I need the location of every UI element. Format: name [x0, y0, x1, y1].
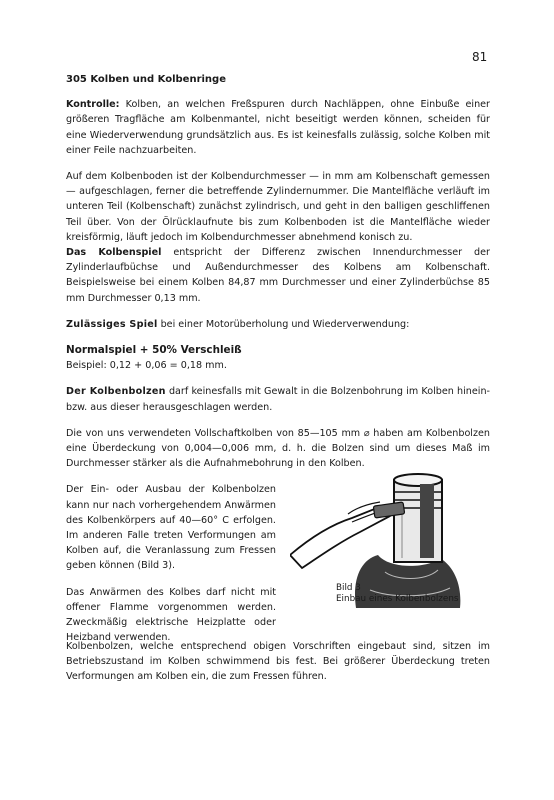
paragraph-vollschaftkolben: Die von uns verwendeten Vollschaftkolben von 85—105 mm ⌀ haben am Kolbenbolzen eine Überdeckung von 0,004—0,006 mm, d. h. die Bolzen sind um dieses Maß im Durchmesser stärker als die Aufnahmebohrung in den Kolben.	[66, 427, 490, 470]
kontrolle-lead: Kontrolle:	[66, 99, 120, 111]
paragraph-kolbenboden	[66, 169, 490, 306]
zulaessiges-spiel-lead: Zulässiges Spiel	[66, 318, 158, 330]
paragraph-zulaessiges-spiel	[66, 317, 490, 332]
kolbenbolzen-lead: Der Kolbenbolzen	[66, 386, 166, 398]
paragraph-closing: Kolbenbolzen, welche entsprechend obigen Vorschriften eingebaut sind, sitzen im Betriebszustand im Kolben schwimmend bis fest. Bei größerer Überdeckung treten Verformungen am Kolben ein, die zum Fressen führen.	[66, 641, 490, 683]
kolbenspiel-text: entspricht der Differenz zwischen Innendurchmesser der Zylinderlaufbüchse und Außendurchmesser des Kolbens am Kolbenschaft. Beispielsweise bei einem Kolben 84,87 mm Durchmesser und einer Zylinderbüchse 85 mm Durchmesser 0,13 mm.	[66, 247, 490, 304]
paragraph-einbau: Der Ein- oder Ausbau der Kolbenbolzen kann nur nach vorhergehendem Anwärmen des Kolbenkörpers auf 40—60° C erfolgen. Im anderen Falle treten Verformungen am Kolben auf, die Veranlassung zum Fressen geben können (Bild 3).	[66, 484, 276, 572]
kolbenboden-text: Auf dem Kolbenboden ist der Kolbendurchmesser — in mm am Kolbenschaft gemessen — aufgeschlagen, ferner die betreffende Zylindernummer. Die Mantelfläche verläuft im unteren Teil (Kolbenschaft) zunächst zylindrisch, und geht in den balligen geschliffenen Teil über. Von der Ölrücklaufnute bis zum Kolbenboden ist die Mantelfläche wieder kreisförmig, läuft jedoch im Kolbendurchmesser abnehmend konisch zu.	[66, 171, 490, 243]
section-title: 305 Kolben und Kolbenringe	[66, 74, 226, 85]
paragraph-kolbenbolzen	[66, 384, 490, 414]
paragraph-kontrolle	[66, 97, 490, 158]
kolbenspiel-lead: Das Kolbenspiel	[66, 247, 162, 259]
beispiel-line: Beispiel: 0,12 + 0,06 = 0,18 mm.	[66, 360, 227, 372]
paragraph-normalspiel	[66, 343, 490, 373]
figure-caption	[336, 583, 458, 605]
page-number: 81	[472, 50, 488, 64]
zulaessiges-spiel-text: bei einer Motorüberholung und Wiederverwendung:	[157, 318, 410, 330]
float-column	[66, 482, 276, 645]
kolbenbolzen-text: darf keinesfalls mit Gewalt in die Bolzenbohrung im Kolben hinein- bzw. aus dieser herausgeschlagen werden.	[66, 386, 490, 413]
caption-text: Einbau eines Kolbenbolzens	[336, 594, 459, 604]
caption-number: Bild 3	[336, 583, 361, 593]
kontrolle-text: Kolben, an welchen Freßspuren durch Nachläppen, ohne Einbuße einer größeren Tragfläche am Kolbenmantel, nicht beseitigt werden können, scheiden für eine Wiederverwendung grundsätzlich aus. Es ist keinesfalls zulässig, solche Kolben mit einer Feile nachzuarbeiten.	[66, 99, 490, 156]
paragraph-anwaermen: Das Anwärmen des Kolbes darf nicht mit offener Flamme vorgenommen werden. Zweckmäßig elektrische Heizplatte oder Heizband verwenden.	[66, 586, 276, 644]
normalspiel-line: Normalspiel + 50% Verschleiß	[66, 344, 242, 357]
closing-paragraph-block	[66, 639, 490, 685]
